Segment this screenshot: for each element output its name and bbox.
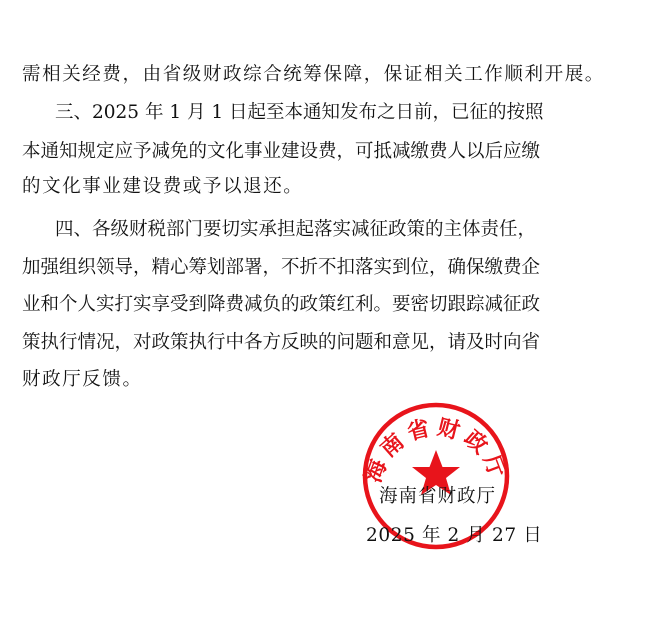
svg-text:海南省财政厅: 海南省财政厅 [361,415,511,487]
paragraph-line: 四、各级财税部门要切实承担起落实减征政策的主体责任， [55,219,537,240]
paragraph-line: 财政厅反馈。 [22,369,143,390]
paragraph-line: 本通知规定应予减免的文化事业建设费，可抵减缴费人以后应缴 [22,141,541,162]
paragraph-line: 加强组织领导，精心筹划部署，不折不扣落实到位，确保缴费企 [22,257,541,278]
signature-organization: 海南省财政厅 [379,486,497,507]
paragraph-line: 三、2025 年 1 月 1 日起至本通知发布之日前，已征的按照 [55,102,544,123]
paragraph-line: 策执行情况，对政策执行中各方反映的问题和意见，请及时向省 [22,332,541,353]
signature-date: 2025 年 2 月 27 日 [366,525,543,546]
paragraph-line: 需相关经费，由省级财政综合统筹保障，保证相关工作顺利开展。 [22,64,605,85]
paragraph-line: 的文化事业建设费或予以退还。 [22,176,304,197]
paragraph-line: 业和个人实打实享受到降费减负的政策红利。要密切跟踪减征政 [22,294,541,315]
